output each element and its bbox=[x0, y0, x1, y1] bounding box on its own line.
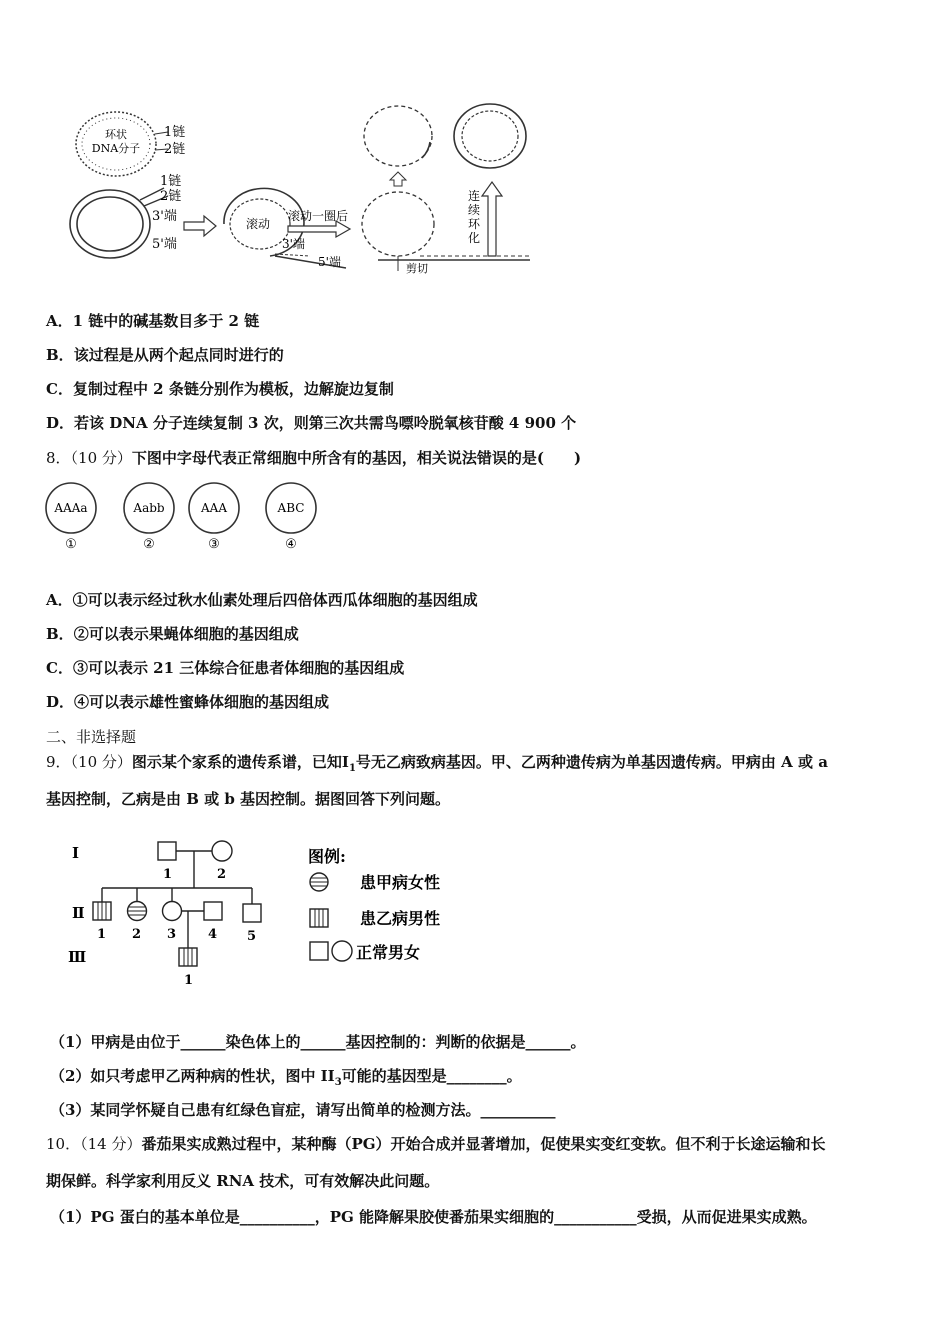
legend-item-2: 患乙病男性 bbox=[360, 909, 441, 928]
process-arrow-icon bbox=[184, 216, 216, 236]
after-roll-arrow-icon bbox=[288, 221, 350, 237]
gen-3-label: Ⅲ bbox=[68, 948, 87, 966]
gen2-num-5: 5 bbox=[247, 929, 257, 944]
pedigree-chart bbox=[60, 832, 480, 992]
end3-left-label: 3'端 bbox=[152, 209, 177, 224]
legend-title: 图例: bbox=[308, 847, 346, 866]
q9-sub1: （1）甲病是由位于______染色体上的______基因控制的：判断的依据是______。 bbox=[50, 1033, 586, 1051]
q7-option-b: B．该过程是从两个起点同时进行的 bbox=[46, 346, 284, 364]
continuous-circ-4: 化 bbox=[468, 231, 481, 245]
gen1-num-1: 1 bbox=[163, 867, 173, 882]
strand1-top-label: 1链 bbox=[164, 125, 186, 140]
rolling-label: 滚动 bbox=[246, 217, 271, 231]
gen-2-label: Ⅱ bbox=[72, 904, 85, 922]
q10-stem-line2: 期保鲜。科学家利用反义 RNA 技术，可有效解决此问题。 bbox=[46, 1172, 440, 1190]
q8-option-a: A．①可以表示经过秋水仙素处理后四倍体西瓜体细胞的基因组成 bbox=[46, 591, 478, 609]
cell-1-num: ① bbox=[65, 537, 77, 552]
gen-1-label: Ⅰ bbox=[72, 844, 80, 862]
legend-normal-female-icon bbox=[332, 941, 352, 961]
q7-option-d: D．若该 DNA 分子连续复制 3 次，则第三次共需鸟嘌呤脱氧核苷酸 4 900 个 bbox=[46, 414, 577, 432]
cell-2-genes: Aabb bbox=[133, 501, 165, 515]
gen2-male-5 bbox=[243, 904, 261, 922]
cut-label: 剪切 bbox=[406, 262, 428, 275]
section-heading: 二、非选择题 bbox=[46, 728, 137, 746]
q7-option-c: C．复制过程中 2 条链分别作为模板，边解旋边复制 bbox=[46, 380, 394, 398]
q10-stem: 10．（14 分）番茄果实成熟过程中，某种酶（PG）开始合成并显著增加，促使果实变红变软。但不利于长途运输和长 bbox=[46, 1135, 826, 1153]
q8-option-c: C．③可以表示 21 三体综合征患者体细胞的基因组成 bbox=[46, 659, 405, 677]
circular-dna-label-2: DNA分子 bbox=[91, 142, 141, 155]
q10-sub1: （1）PG 蛋白的基本单位是__________，PG 能降解果胶使番茄果实细胞的___________受损，从而促进果实成熟。 bbox=[50, 1208, 817, 1226]
gen2-num-1: 1 bbox=[97, 927, 107, 942]
legend-normal-male-icon bbox=[310, 942, 328, 960]
gen2-female-3 bbox=[163, 902, 182, 921]
strand2-label: 2链 bbox=[160, 189, 182, 204]
gen2-male-4 bbox=[204, 902, 222, 920]
gen2-num-2: 2 bbox=[132, 927, 142, 942]
after-roll-label: 滚动一圈后 bbox=[288, 209, 349, 223]
q8-option-d: D．④可以表示雄性蜜蜂体细胞的基因组成 bbox=[46, 693, 330, 711]
strand1-label: 1链 bbox=[160, 174, 182, 189]
cell-4-num: ④ bbox=[285, 537, 297, 552]
gen2-num-3: 3 bbox=[167, 927, 177, 942]
continuous-circ-1: 连 bbox=[468, 189, 481, 203]
strand2-top-label: 2链 bbox=[164, 142, 186, 157]
q8-option-b: B．②可以表示果蝇体细胞的基因组成 bbox=[46, 625, 299, 643]
cell-3-genes: AAA bbox=[201, 501, 227, 515]
q7-option-a: A．1 链中的碱基数目多于 2 链 bbox=[46, 312, 260, 330]
q9-sub3: （3）某同学怀疑自己患有红绿色盲症，请写出简单的检测方法。__________ bbox=[50, 1101, 556, 1119]
legend-item-3: 正常男女 bbox=[356, 943, 421, 962]
continuous-arrow-icon bbox=[482, 182, 502, 256]
cell-4-genes: ABC bbox=[277, 501, 305, 515]
q8-stem: 8．（10 分）下图中字母代表正常细胞中所含有的基因，相关说法错误的是( ) bbox=[46, 449, 582, 467]
gen1-num-2: 2 bbox=[217, 867, 227, 882]
legend-item-1: 患甲病女性 bbox=[360, 873, 441, 892]
dna-replication-figure bbox=[60, 96, 540, 276]
gen1-female-2 bbox=[212, 841, 232, 861]
q9-sub2: （2）如只考虑甲乙两种病的性状，图中 $II_3$可能的基因型是________。 bbox=[50, 1067, 522, 1088]
end3-mid-label: 3'端 bbox=[282, 237, 305, 251]
q9-stem: 9．（10 分）图示某个家系的遗传系谱，已知$Ⅰ_1$号无乙病致病基因。甲、乙两种遗传病为单基因遗传病。甲病由 A 或 a bbox=[46, 753, 828, 774]
end5-mid-label: 5'端 bbox=[318, 255, 341, 269]
gen3-num-1: 1 bbox=[184, 973, 194, 988]
up-arrow-icon bbox=[390, 172, 406, 186]
gen2-num-4: 4 bbox=[208, 927, 218, 942]
q9-stem-line2: 基因控制，乙病是由 B 或 b 基因控制。据图回答下列问题。 bbox=[46, 790, 451, 808]
cell-3-num: ③ bbox=[208, 537, 220, 552]
circular-dna-label-1: 环状 bbox=[105, 128, 127, 141]
cell-1-genes: AAAa bbox=[54, 501, 88, 515]
q8-cells-figure bbox=[40, 478, 340, 556]
continuous-circ-3: 环 bbox=[468, 217, 481, 231]
cell-2-num: ② bbox=[143, 537, 155, 552]
gen1-male-1 bbox=[158, 842, 176, 860]
continuous-circ-2: 续 bbox=[468, 203, 481, 217]
end5-left-label: 5'端 bbox=[152, 237, 177, 252]
